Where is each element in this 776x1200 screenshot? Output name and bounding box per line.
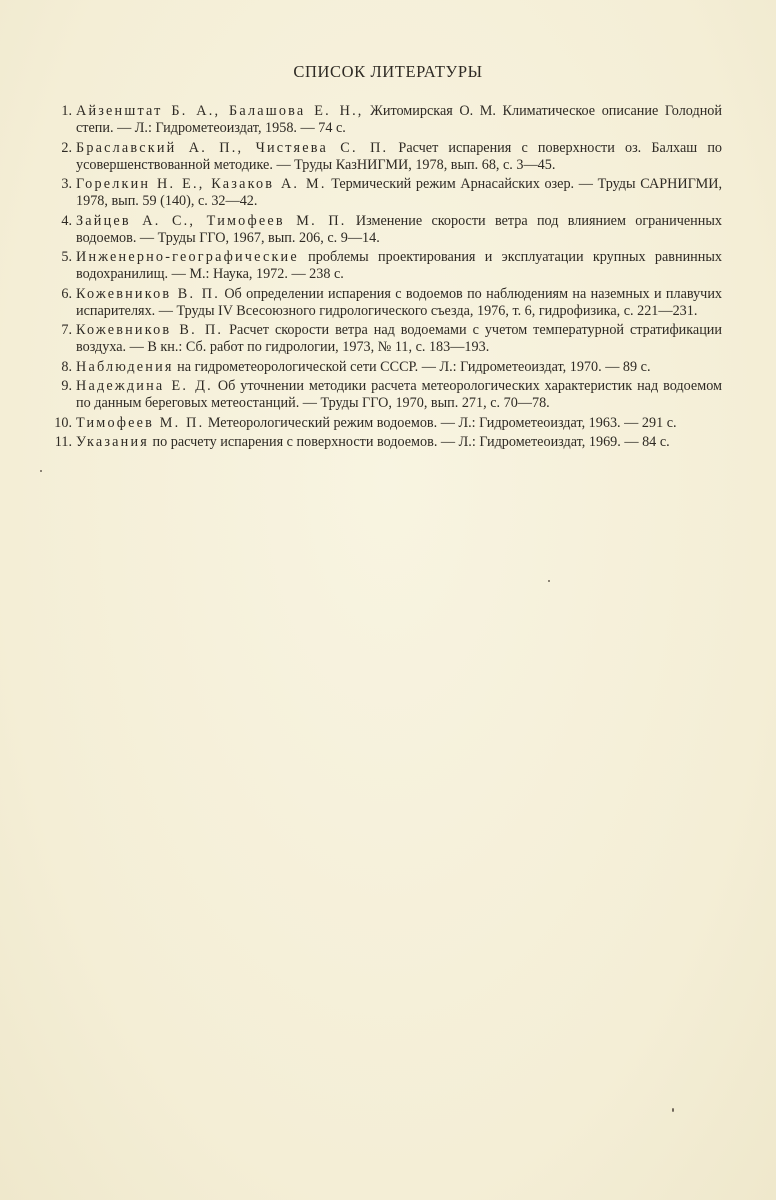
reference-text: Расчет скорости ветра над водоемами с учетом температурной стратификации воздуха. — В кн.: Сб. работ по гидрологии, 1973, № 11, с. 183—193.: [76, 322, 722, 355]
reference-text: Изменение скорости ветра под влиянием ограниченных водоемов. — Труды ГГО, 1967, вып. 206, с. 9—14.: [76, 212, 722, 246]
reference-number: 1.: [61, 103, 72, 119]
reference-number: 5.: [61, 249, 72, 265]
reference-author: Указания: [76, 434, 149, 450]
reference-author: Инженерно-географические: [76, 249, 299, 265]
reference-number: 2.: [61, 139, 72, 156]
reference-author: Браславский А. П., Чистяева С. П.: [76, 139, 389, 156]
reference-author: Наблюдения: [76, 358, 174, 375]
reference-item-9: [50, 378, 722, 412]
reference-item-8: [50, 359, 722, 376]
reference-author: Надеждина Е. Д.: [76, 378, 213, 394]
reference-text: Термический режим Арнасайских озер. — Труды САРНИГМИ, 1978, вып. 59 (140), с. 32—42.: [76, 176, 723, 209]
reference-author: Айзенштат Б. А., Балашова Е. Н.,: [76, 103, 364, 119]
reference-number: 6.: [61, 285, 72, 302]
reference-text: по расчету испарения с поверхности водоемов. — Л.: Гидрометеоиздат, 1969. — 84 с.: [148, 434, 670, 450]
reference-text: на гидрометеорологической сети СССР. — Л.: Гидрометеоиздат, 1970. — 89 с.: [173, 358, 651, 375]
paper-speck: [548, 580, 550, 582]
reference-author: Кожевников В. П.: [76, 285, 220, 302]
paper-speck: [672, 1108, 674, 1112]
reference-text: проблемы проектирования и эксплуатации крупных равнинных водохранилищ. — М.: Наука, 1972. — 238 с.: [76, 249, 722, 282]
page-title: СПИСОК ЛИТЕРАТУРЫ: [293, 62, 483, 81]
reference-item-3: [50, 176, 722, 210]
reference-item-2: [50, 140, 722, 174]
reference-item-11: [50, 434, 722, 451]
reference-item-10: [50, 415, 722, 432]
reference-text: Об уточнении методики расчета метеорологических характеристик над водоемом по данным береговых метеостанций. — Труды ГГО, 1970, вып. 271, с. 70—78.: [76, 378, 722, 411]
reference-number: 7.: [61, 322, 72, 338]
reference-item-4: [50, 213, 722, 247]
reference-text: Об определении испарения с водоемов по наблюдениям на наземных и плавучих испарителях. — Труды IV Всесоюзного гидрологического съезда, 1976, т. 6, гидрофизика, с. 221—231.: [76, 285, 723, 319]
reference-list: [50, 103, 722, 454]
reference-number: 8.: [61, 358, 72, 375]
reference-number: 9.: [61, 378, 72, 394]
reference-text: Расчет испарения с поверхности оз. Балхаш по усовершенствованной методике. — Труды КазНИГМИ, 1978, вып. 68, с. 3—45.: [76, 139, 723, 173]
reference-text: Житомирская О. М. Климатическое описание Голодной степи. — Л.: Гидрометеоиздат, 1958. — 74 с.: [76, 103, 722, 136]
reference-author: Горелкин Н. Е., Казаков А. М.: [76, 176, 327, 192]
reference-item-5: [50, 249, 722, 283]
reference-number: 4.: [61, 212, 72, 229]
reference-author: Кожевников В. П.: [76, 322, 224, 338]
reference-item-7: [50, 322, 722, 356]
reference-author: Зайцев А. С., Тимофеев М. П.: [76, 212, 347, 229]
reference-number: 10.: [54, 414, 72, 431]
reference-number: 11.: [54, 434, 72, 450]
reference-author: Тимофеев М. П.: [76, 414, 205, 431]
reference-item-6: [50, 286, 722, 320]
reference-number: 3.: [61, 176, 72, 192]
reference-item-1: [50, 103, 722, 137]
reference-text: Метеорологический режим водоемов. — Л.: Гидрометеоиздат, 1963. — 291 с.: [204, 414, 677, 431]
paper-speck: [40, 470, 42, 472]
